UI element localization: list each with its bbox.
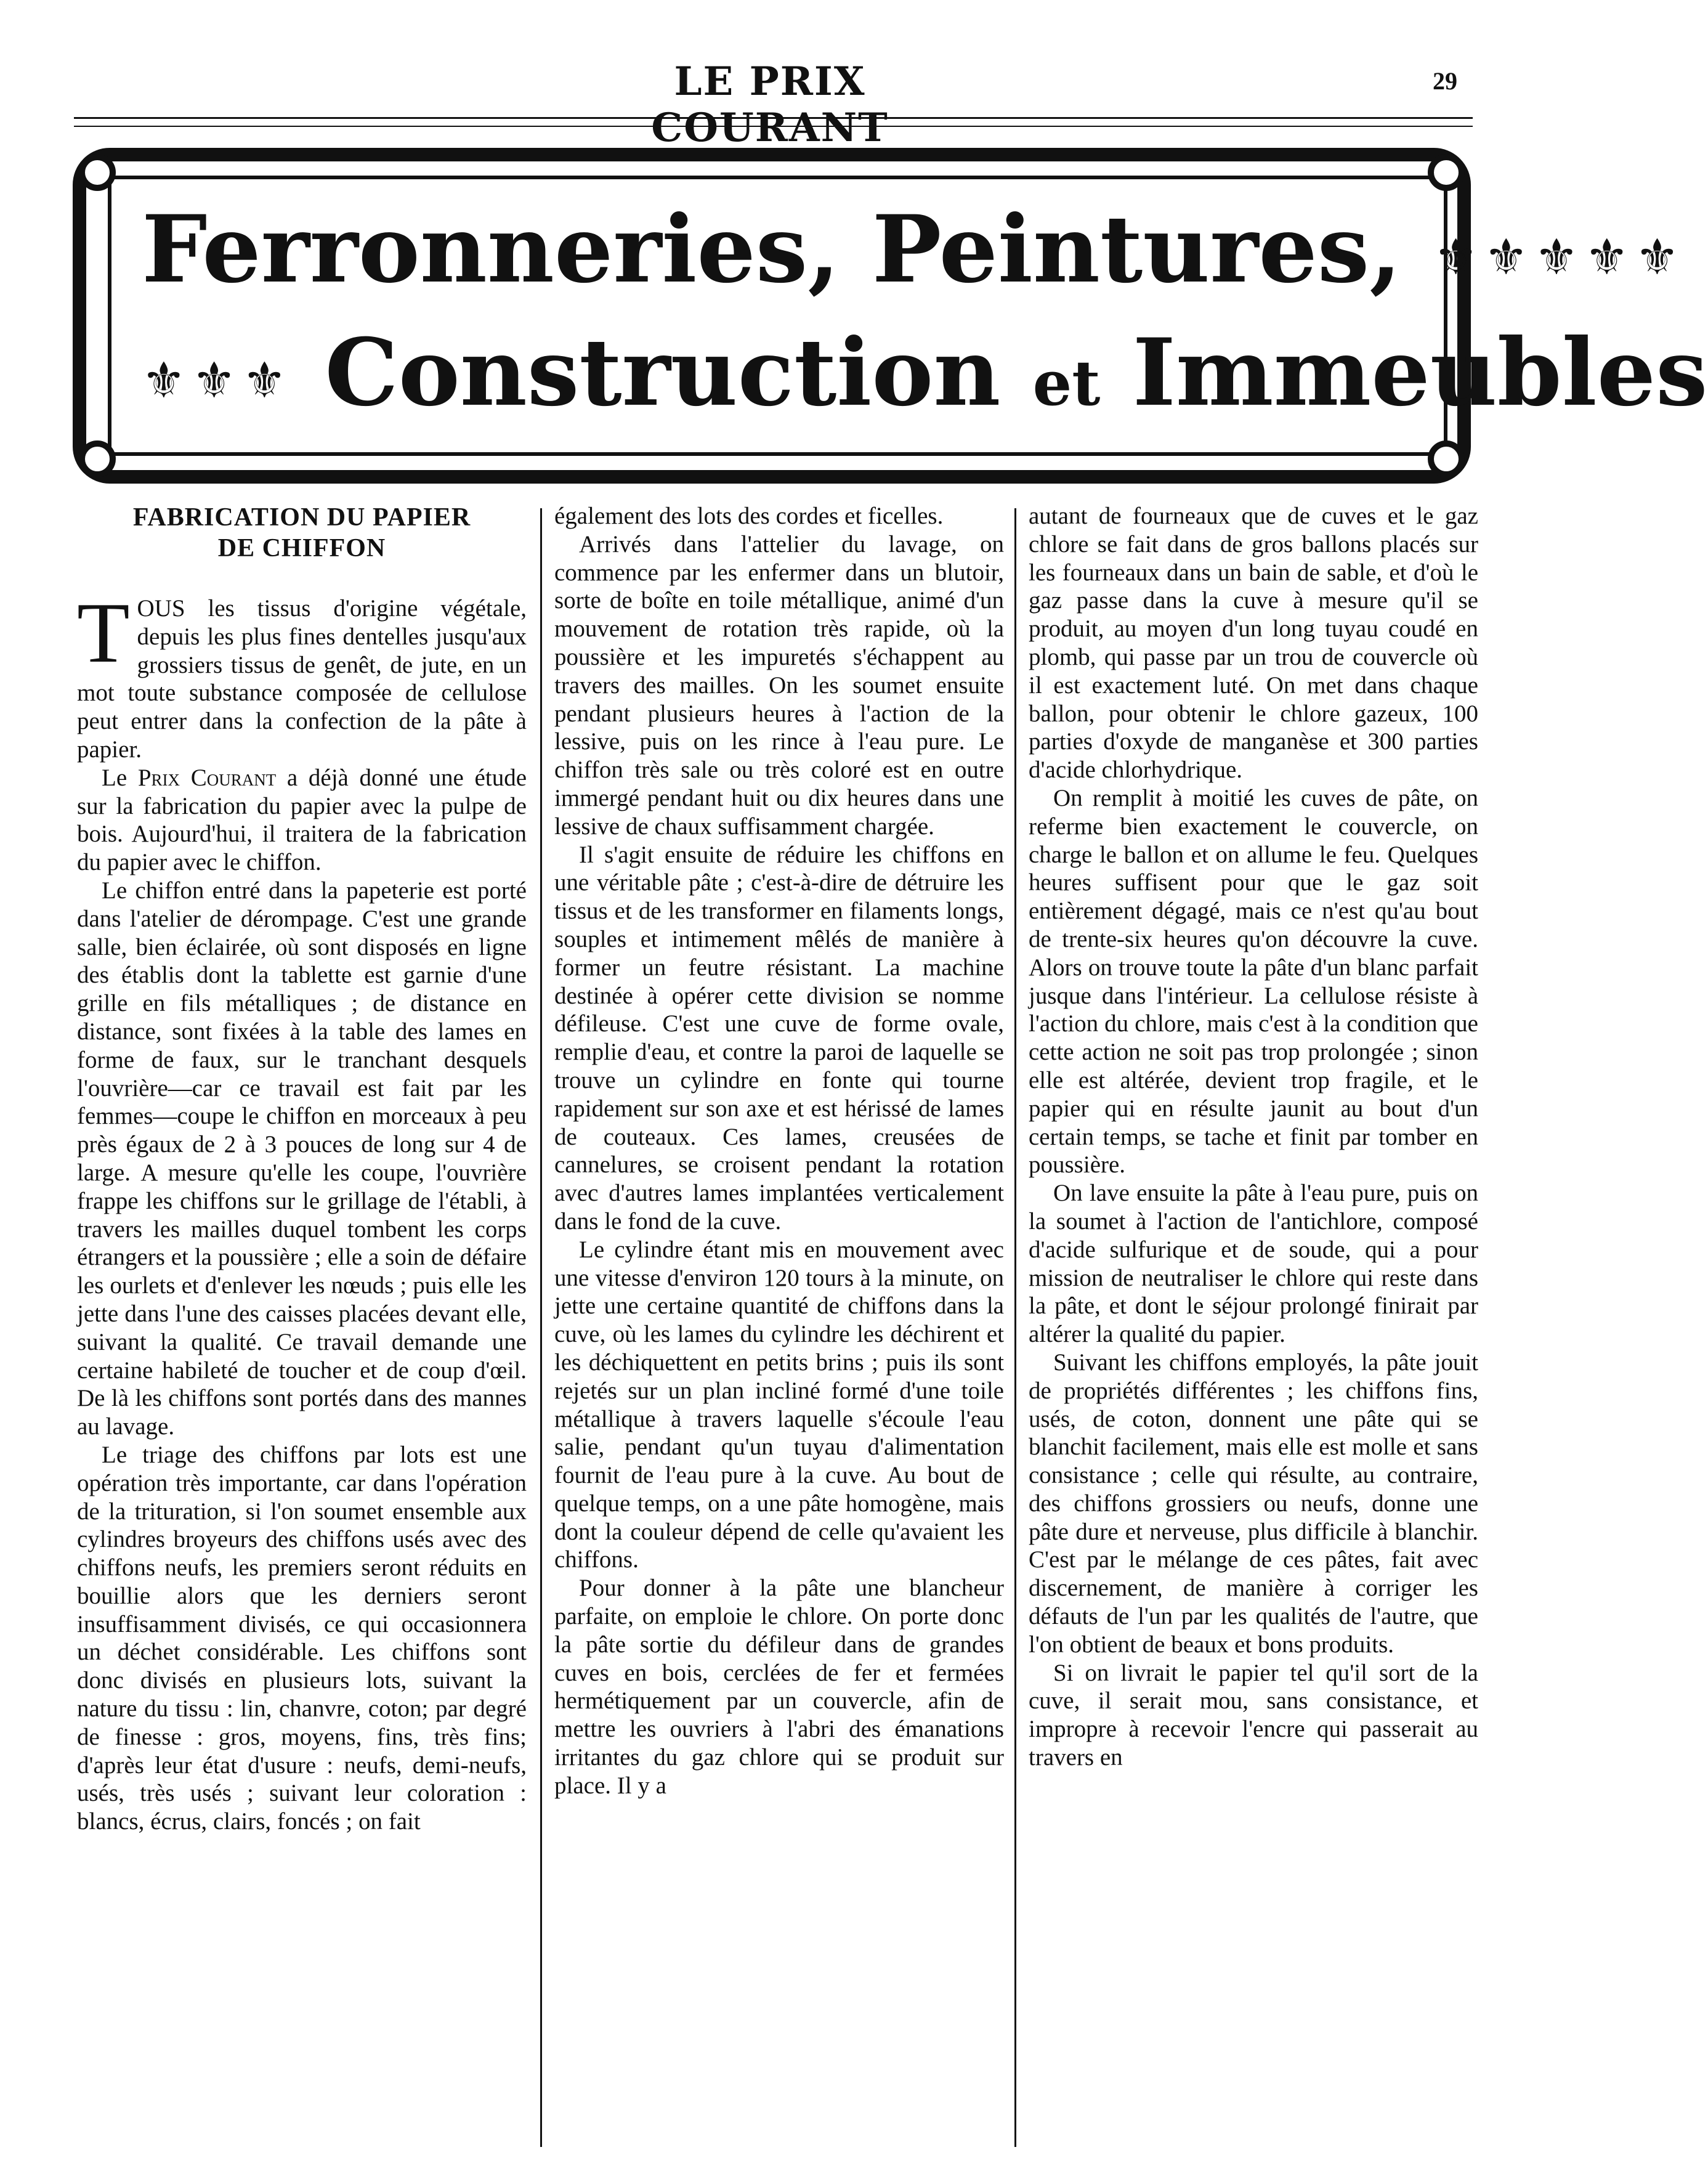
paragraph: autant de fourneaux que de cuves et le gaz chlore se fait dans de gros ballons placés sur les fourneaux dans un bain de sable, et d'où le gaz passe dans la cuve à mesure qu'il se produit, au moyen d'un long tuyau coudé en plomb, qui passe par un trou de couvercle où il est exactement luté. On met dans chaque ballon, pour obtenir le chlore gazeux, 100 parties d'oxyde de manganèse et 300 parties d'acide chlorhydrique. bbox=[1029, 503, 1478, 784]
paragraph bbox=[77, 764, 527, 877]
paragraph-text: a déjà donné une étude sur la fabrication du papier avec la pulpe de bois. Aujourd'hui, il traitera de la fabrication du papier avec le chiffon. bbox=[77, 764, 527, 876]
paragraph-text: Le bbox=[102, 764, 138, 791]
fleur-de-lis-icon: ⚜ bbox=[192, 352, 243, 410]
title-word-ferronneries: Ferronneries, bbox=[142, 195, 840, 304]
fleur-de-lis-icon: ⚜ bbox=[1484, 229, 1535, 286]
article-title-line2: DE CHIFFON bbox=[217, 534, 386, 562]
paragraph-text: OUS les tissus d'origine végétale, depuis les plus fines dentelles jusqu'aux grossiers tissus de genêt, de jute, en un mot toute substance composée de cellulose peut entrer dans la confection de la pâte à papier. bbox=[77, 595, 527, 763]
fleur-de-lis-icon: ⚜ bbox=[142, 352, 192, 410]
title-word-et: et bbox=[1032, 347, 1101, 420]
article-title bbox=[77, 502, 527, 564]
article-title-line1: FABRICATION DU PAPIER bbox=[132, 503, 471, 532]
paragraph: Suivant les chiffons employés, la pâte jouit de propriétés différentes ; les chiffons fins, usés, de coton, donnent une pâte qui se blanchit facilement, mais elle est molle et sans consistance ; celle qui résulte, au contraire, des chiffons grossiers ou neufs, donne une pâte dure et nerveuse, plus difficile à blanchir. C'est par le mélange de ces pâtes, fait avec discernement, de manière à corriger les défauts de l'un par les qualités de l'autre, que l'on obtient de beaux et bons produits. bbox=[1029, 1349, 1478, 1658]
paragraph: Le chiffon entré dans la papeterie est porté dans l'atelier de dérompage. C'est une grande salle, bien éclairée, où sont disposés en ligne des établis dont la tablette est garnie d'une grille en fils métalliques ; de distance en distance, sont fixées à la table des lames en forme de faux, sur le tranchant desquels l'ouvrière—car ce travail est fait par les femmes—coupe le chiffon en morceaux à peu près égaux de 2 à 3 pouces de long sur 4 de large. A mesure qu'elle les coupe, l'ouvrière frappe les chiffons sur le grillage de l'établi, à travers les mailles duquel tombent les corps étrangers et la poussière ; elle a soin de défaire les ourlets et d'enlever les nœuds ; puis elle les jette dans l'une des caisses placées devant elle, suivant la qualité. Ce travail demande une certaine habileté de toucher et de coup d'œil. De là les chiffons sont portés dans des mannes au lavage. bbox=[77, 877, 527, 1440]
paragraph: On lave ensuite la pâte à l'eau pure, puis on la soumet à l'action de l'antichlore, composé d'acide sulfurique et de soude, qui a pour mission de neutraliser le chlore qui reste dans la pâte, et dont le séjour prolongé finirait par altérer la qualité du papier. bbox=[1029, 1180, 1478, 1348]
column-divider bbox=[540, 508, 542, 2147]
paragraph: Si on livrait le papier tel qu'il sort de la cuve, il serait mou, sans consistance, et impropre à recevoir l'encre qui passerait au travers en bbox=[1029, 1659, 1478, 1771]
fleur-de-lis-icon: ⚜ bbox=[1584, 229, 1635, 286]
frame-corner-tr bbox=[1428, 154, 1465, 191]
masthead: LE PRIX COURANT bbox=[651, 59, 889, 151]
column-2 bbox=[554, 502, 1004, 2153]
article-columns bbox=[77, 502, 1478, 2159]
publication-name: Prix Courant bbox=[137, 764, 277, 791]
paragraph: Pour donner à la pâte une blancheur parfaite, on emploie le chlore. On porte donc la pâte sortie du défileur dans de grandes cuves en bois, cerclées de fer et fermées hermétiquement par un couvercle, afin de mettre les ouvriers à l'abri des émanations irritantes du gaz chlore qui se produit sur place. Il y a bbox=[554, 1575, 1004, 1799]
header-rule-thin bbox=[74, 126, 1473, 127]
fleur-de-lis-icon: ⚜ bbox=[1534, 229, 1585, 286]
fleur-de-lis-icon: ⚜ bbox=[1433, 229, 1484, 286]
page-number: 29 bbox=[1433, 67, 1457, 95]
title-word-construction: Construction bbox=[325, 319, 1001, 427]
drop-cap: T bbox=[77, 585, 130, 681]
paragraph: Il s'agit ensuite de réduire les chiffons en une véritable pâte ; c'est-à-dire de détruire les tissus et de les transformer en filaments longs, souples et intimement mêlés de manière à former un feutre résistant. La machine destinée à opérer cette division se nomme défileuse. C'est une cuve de forme ovale, remplie d'eau, et contre la paroi de laquelle se trouve un cylindre en fonte qui tourne rapidement sur son axe et est hérissé de lames de couteaux. Ces lames, creusées de cannelures, se croisent pendant la rotation avec d'autres lames implantées verticalement dans le fond de la cuve. bbox=[554, 841, 1004, 1235]
paragraph bbox=[77, 585, 527, 764]
paragraph: également des lots des cordes et ficelles. bbox=[554, 503, 944, 529]
frame-corner-tl bbox=[79, 154, 116, 191]
paragraph: Arrivés dans l'attelier du lavage, on commence par les enfermer dans un blutoir, sorte de boîte en toile métallique, animé d'un mouvement de rotation très rapide, où la poussière et les impuretés s'échappent au travers des mailles. On les soumet ensuite pendant plusieurs heures à l'action de la lessive, puis on les rince à l'eau pure. Le chiffon très sale ou très coloré est en outre immergé pendant huit ou dix heures dans une lessive de chaux suffisamment chargée. bbox=[554, 530, 1004, 840]
header-rule bbox=[74, 117, 1473, 119]
column-divider bbox=[1014, 508, 1016, 2147]
frame-corner-bl bbox=[79, 440, 116, 477]
paragraph: Le cylindre étant mis en mouvement avec une vitesse d'environ 120 tours à la minute, on jette une certaine quantité de chiffons dans la cuve, où les lames du cylindre les déchirent et les déchiquettent en petits brins ; puis ils sont rejetés sur un plan incliné formé d'une toile métallique à travers laquelle s'écoule l'eau salie, pendant qu'un tuyau d'alimentation fournit de l'eau pure à la cuve. Au bout de quelque temps, on a une pâte homogène, mais dont la couleur dépend de celle qu'avaient les chiffons. bbox=[554, 1236, 1004, 1573]
fleur-de-lis-icon: ⚜ bbox=[242, 352, 293, 410]
column-1 bbox=[77, 502, 527, 2153]
paragraph: On remplit à moitié les cuves de pâte, on referme bien exactement le couvercle, on charge le ballon et on allume le feu. Quelques heures suffisent pour que le gaz soit entièrement dégagé, mais ce n'est qu'au bout de trente-six heures qu'on découvre la cuve. Alors on trouve toute la pâte d'un blanc parfait jusque dans l'intérieur. La cellulose résiste à l'action du chlore, mais c'est à la condition que cette action ne soit pas trop prolongée ; sinon elle est altérée, devient trop fragile, et le papier qui en résulte jaunit au bout d'un certain temps, se tache et finit par tomber en poussière. bbox=[1029, 784, 1478, 1179]
section-title-line2 bbox=[142, 319, 1708, 436]
title-word-peintures: Peintures, bbox=[872, 195, 1402, 304]
paragraph: Le triage des chiffons par lots est une opération très importante, car dans l'opération de la trituration, si l'on soumet ensemble aux cylindres broyeurs des chiffons usés avec des chiffons neufs, les premiers seront réduits en bouillie alors que les derniers seront insuffisamment divisés, ce qui occasionnera un déchet considérable. Les chiffons sont donc divisés en plusieurs lots, suivant la nature du tissu : lin, chanvre, coton; par degré de finesse : gros, moyens, fins, très fins; d'après leur état d'usure : neufs, demi-neufs, usés, très usés ; suivant leur coloration : blancs, écrus, clairs, foncés ; on fait bbox=[77, 1441, 527, 1835]
title-word-immeubles: Immeubles bbox=[1132, 319, 1708, 427]
section-title-line1 bbox=[142, 195, 1686, 310]
frame-corner-br bbox=[1428, 440, 1465, 477]
fleur-de-lis-icon: ⚜ bbox=[1635, 229, 1686, 286]
column-3 bbox=[1029, 502, 1478, 2153]
